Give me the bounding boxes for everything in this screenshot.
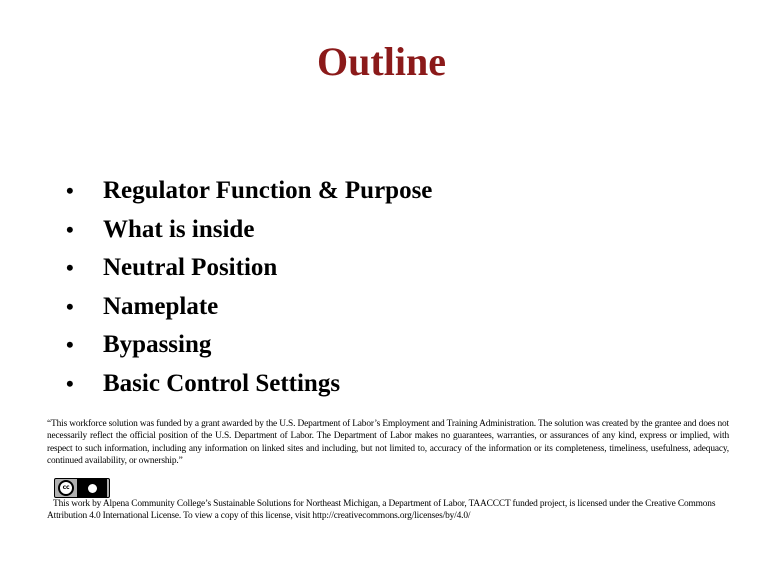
license-text	[47, 478, 729, 523]
license-statement: This work by Alpena Community College’s Sustainable Solutions for Northeast Michigan, a Department of Labor, TAACCCT funded project, is licensed under the Creative Commons Attribution 4.0 International License. To view a copy of this license, visit http://creativecommons.org/licenses/by/4.0/	[47, 499, 716, 522]
person-icon	[88, 484, 97, 493]
outline-item	[66, 365, 432, 404]
outline-item-label: Nameplate	[103, 292, 219, 320]
cc-logo-icon: cc	[58, 480, 74, 496]
outline-item-label: Basic Control Settings	[103, 369, 341, 397]
outline-list	[66, 172, 432, 404]
creative-commons-by-icon[interactable]	[54, 478, 110, 498]
outline-item-label: Bypassing	[103, 331, 212, 359]
outline-item-label: Neutral Position	[103, 254, 278, 282]
slide-title: Outline	[317, 39, 446, 84]
outline-item	[66, 288, 432, 327]
bullet-icon: •	[66, 370, 74, 396]
outline-item	[66, 211, 432, 250]
attribution-icon	[77, 478, 107, 498]
outline-item	[66, 326, 432, 365]
funding-disclaimer: “This workforce solution was funded by a grant awarded by the U.S. Department of Labor’s Employment and Training Administration. The solution was created by the grantee and does not necessarily reflect the official position of the U.S. Department of Labor. The Department of Labor makes no guarantees, warranties, or assurances of any kind, express or implied, with respect to such information, including any information on linked sites and including, but not limited to, accuracy of the information or its completeness, timeliness, usefulness, adequacy, continued availability, or ownership.”	[47, 419, 729, 467]
bullet-icon: •	[66, 332, 74, 358]
bullet-icon: •	[66, 216, 74, 242]
bullet-icon: •	[66, 178, 74, 203]
bullet-icon: •	[66, 255, 74, 281]
outline-item	[66, 172, 432, 211]
bullet-icon: •	[66, 293, 74, 319]
outline-item-label: Regulator Function & Purpose	[103, 177, 433, 204]
license-block	[47, 478, 729, 523]
outline-item-label: What is inside	[103, 215, 255, 243]
outline-item	[66, 249, 432, 288]
